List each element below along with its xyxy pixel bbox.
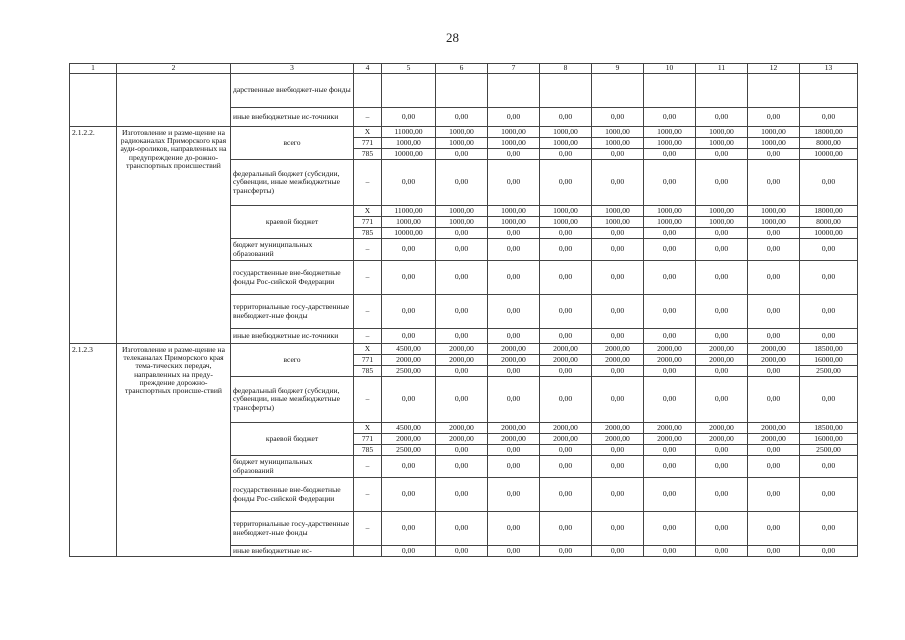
grbs-cell: –: [354, 261, 382, 295]
value-cell: 2000,00: [488, 434, 540, 445]
value-cell: 1000,00: [592, 138, 644, 149]
value-cell: 11000,00: [382, 127, 436, 138]
grbs-cell: X: [354, 127, 382, 138]
value-cell: 0,00: [748, 149, 800, 160]
value-cell: 0,00: [696, 295, 748, 329]
value-cell: 0,00: [488, 366, 540, 377]
value-cell: 11000,00: [382, 206, 436, 217]
value-cell: 0,00: [644, 366, 696, 377]
column-number: 2: [117, 64, 231, 74]
value-cell: 0,00: [488, 261, 540, 295]
value-cell: 0,00: [748, 478, 800, 512]
source-label: бюджет муниципальных образований: [231, 456, 354, 478]
value-cell: 0,00: [540, 456, 592, 478]
value-cell: 0,00: [644, 456, 696, 478]
value-cell: 0,00: [436, 512, 488, 546]
value-cell: 1000,00: [436, 138, 488, 149]
value-cell: 0,00: [592, 160, 644, 206]
value-cell: 0,00: [696, 108, 748, 127]
value-cell: [488, 74, 540, 108]
grbs-cell: –: [354, 478, 382, 512]
name-cell: [117, 74, 231, 127]
value-cell: 0,00: [436, 261, 488, 295]
value-cell: 0,00: [592, 329, 644, 344]
source-label: государственные вне-бюджетные фонды Рос-сийской Федерации: [231, 478, 354, 512]
grbs-cell: 785: [354, 445, 382, 456]
value-cell: 2000,00: [696, 423, 748, 434]
value-cell: 1000,00: [540, 206, 592, 217]
value-cell: 0,00: [436, 546, 488, 557]
column-number: 6: [436, 64, 488, 74]
value-cell: 0,00: [488, 377, 540, 423]
value-cell: 1000,00: [540, 217, 592, 228]
source-label: территориальные госу-дарственные внебюджет-ные фонды: [231, 512, 354, 546]
value-cell: 2500,00: [800, 445, 858, 456]
value-cell: 0,00: [696, 261, 748, 295]
value-cell: 2000,00: [382, 355, 436, 366]
value-cell: 0,00: [382, 160, 436, 206]
grbs-cell: –: [354, 329, 382, 344]
value-cell: 0,00: [644, 478, 696, 512]
page-number: 28: [446, 30, 459, 45]
value-cell: 1000,00: [592, 206, 644, 217]
value-cell: 1000,00: [748, 217, 800, 228]
value-cell: 0,00: [748, 366, 800, 377]
grbs-cell: –: [354, 108, 382, 127]
value-cell: 0,00: [800, 160, 858, 206]
value-cell: 0,00: [800, 239, 858, 261]
value-cell: 2000,00: [748, 423, 800, 434]
column-number: 11: [696, 64, 748, 74]
grbs-cell: –: [354, 377, 382, 423]
value-cell: 2000,00: [748, 434, 800, 445]
value-cell: 0,00: [748, 261, 800, 295]
value-cell: 10000,00: [800, 149, 858, 160]
value-cell: 0,00: [540, 261, 592, 295]
value-cell: 0,00: [748, 546, 800, 557]
code-cell: [70, 74, 117, 127]
value-cell: 2000,00: [644, 434, 696, 445]
item-name: Изготовление и разме-щение на телеканалах Приморского края тема-тических передач, направленных на преду-преждение дорожно-транспортных происше-ствий: [117, 344, 231, 557]
value-cell: 1000,00: [696, 138, 748, 149]
value-cell: 0,00: [800, 377, 858, 423]
value-cell: 8000,00: [800, 138, 858, 149]
value-cell: 0,00: [540, 149, 592, 160]
value-cell: 1000,00: [540, 127, 592, 138]
value-cell: 0,00: [696, 478, 748, 512]
column-number: 1: [70, 64, 117, 74]
source-label: государственные вне-бюджетные фонды Рос-сийской Федерации: [231, 261, 354, 295]
source-label: федеральный бюджет (субсидии, субвенции, иные межбюджетные трансферты): [231, 160, 354, 206]
value-cell: 0,00: [488, 160, 540, 206]
value-cell: 0,00: [696, 512, 748, 546]
grbs-cell: X: [354, 423, 382, 434]
value-cell: 0,00: [436, 228, 488, 239]
value-cell: 1000,00: [436, 217, 488, 228]
column-number: 10: [644, 64, 696, 74]
value-cell: 0,00: [436, 295, 488, 329]
grbs-cell: –: [354, 295, 382, 329]
grbs-cell: 771: [354, 355, 382, 366]
value-cell: 2000,00: [436, 423, 488, 434]
source-label: бюджет муниципальных образований: [231, 239, 354, 261]
value-cell: 0,00: [644, 149, 696, 160]
value-cell: 0,00: [644, 377, 696, 423]
value-cell: 0,00: [540, 228, 592, 239]
value-cell: 2500,00: [800, 366, 858, 377]
value-cell: 0,00: [382, 295, 436, 329]
value-cell: 1000,00: [696, 206, 748, 217]
item-code: 2.1.2.2.: [70, 127, 117, 344]
value-cell: 0,00: [540, 295, 592, 329]
value-cell: 18000,00: [800, 206, 858, 217]
value-cell: 0,00: [748, 228, 800, 239]
value-cell: 0,00: [800, 261, 858, 295]
value-cell: 0,00: [436, 329, 488, 344]
value-cell: 2000,00: [644, 344, 696, 355]
value-cell: 0,00: [436, 445, 488, 456]
value-cell: 0,00: [592, 377, 644, 423]
value-cell: 0,00: [696, 546, 748, 557]
value-cell: 0,00: [748, 512, 800, 546]
value-cell: [800, 74, 858, 108]
value-cell: 0,00: [592, 366, 644, 377]
value-cell: 0,00: [488, 329, 540, 344]
value-cell: 0,00: [696, 239, 748, 261]
value-cell: 2000,00: [540, 355, 592, 366]
value-cell: 0,00: [592, 295, 644, 329]
value-cell: 0,00: [488, 445, 540, 456]
value-cell: 10000,00: [382, 228, 436, 239]
value-cell: 0,00: [382, 377, 436, 423]
value-cell: 0,00: [592, 445, 644, 456]
grbs-cell: 785: [354, 149, 382, 160]
value-cell: 0,00: [748, 295, 800, 329]
value-cell: [592, 74, 644, 108]
value-cell: 2000,00: [540, 434, 592, 445]
column-number: 12: [748, 64, 800, 74]
value-cell: 0,00: [644, 228, 696, 239]
value-cell: 0,00: [800, 108, 858, 127]
source-label: краевой бюджет: [231, 423, 354, 456]
value-cell: 1000,00: [488, 138, 540, 149]
value-cell: 1000,00: [540, 138, 592, 149]
value-cell: 2000,00: [488, 423, 540, 434]
value-cell: 1000,00: [696, 127, 748, 138]
value-cell: 0,00: [592, 546, 644, 557]
value-cell: 1000,00: [382, 138, 436, 149]
value-cell: 0,00: [540, 445, 592, 456]
value-cell: 2000,00: [696, 355, 748, 366]
value-cell: 0,00: [592, 228, 644, 239]
grbs-cell: –: [354, 239, 382, 261]
value-cell: 1000,00: [748, 138, 800, 149]
value-cell: 2000,00: [436, 344, 488, 355]
value-cell: [382, 74, 436, 108]
value-cell: 0,00: [540, 377, 592, 423]
value-cell: 0,00: [644, 295, 696, 329]
source-label: всего: [231, 344, 354, 377]
grbs-cell: –: [354, 512, 382, 546]
value-cell: 1000,00: [488, 217, 540, 228]
value-cell: 2500,00: [382, 366, 436, 377]
value-cell: 1000,00: [644, 217, 696, 228]
value-cell: 0,00: [748, 456, 800, 478]
grbs-cell: X: [354, 344, 382, 355]
value-cell: 10000,00: [800, 228, 858, 239]
value-cell: 0,00: [488, 295, 540, 329]
value-cell: 0,00: [436, 149, 488, 160]
value-cell: 1000,00: [644, 206, 696, 217]
value-cell: 0,00: [382, 546, 436, 557]
source-label: иные внебюджетные ис-: [231, 546, 354, 557]
value-cell: 2000,00: [644, 423, 696, 434]
value-cell: 0,00: [436, 478, 488, 512]
value-cell: 0,00: [382, 261, 436, 295]
value-cell: 2500,00: [382, 445, 436, 456]
value-cell: 4500,00: [382, 344, 436, 355]
value-cell: 0,00: [436, 160, 488, 206]
source-label: краевой бюджет: [231, 206, 354, 239]
value-cell: 1000,00: [696, 217, 748, 228]
value-cell: 0,00: [488, 239, 540, 261]
value-cell: 0,00: [382, 239, 436, 261]
value-cell: 0,00: [592, 149, 644, 160]
value-cell: 0,00: [488, 478, 540, 512]
value-cell: 2000,00: [748, 344, 800, 355]
value-cell: 0,00: [644, 261, 696, 295]
value-cell: 0,00: [540, 239, 592, 261]
value-cell: 0,00: [644, 108, 696, 127]
source-label: иные внебюджетные ис-точники: [231, 329, 354, 344]
value-cell: 1000,00: [488, 206, 540, 217]
column-number: 4: [354, 64, 382, 74]
header-row: [70, 64, 858, 74]
value-cell: 0,00: [800, 456, 858, 478]
value-cell: 2000,00: [748, 355, 800, 366]
value-cell: 0,00: [644, 546, 696, 557]
value-cell: 2000,00: [540, 423, 592, 434]
grbs-cell: 785: [354, 366, 382, 377]
value-cell: 2000,00: [644, 355, 696, 366]
value-cell: 0,00: [382, 456, 436, 478]
value-cell: [748, 74, 800, 108]
value-cell: 2000,00: [382, 434, 436, 445]
value-cell: 1000,00: [436, 127, 488, 138]
grbs-cell: –: [354, 456, 382, 478]
value-cell: 0,00: [696, 456, 748, 478]
value-cell: 2000,00: [488, 344, 540, 355]
column-number: 3: [231, 64, 354, 74]
value-cell: 1000,00: [748, 206, 800, 217]
value-cell: 0,00: [540, 546, 592, 557]
value-cell: 0,00: [488, 228, 540, 239]
value-cell: 0,00: [436, 239, 488, 261]
value-cell: 0,00: [800, 478, 858, 512]
value-cell: 16000,00: [800, 355, 858, 366]
value-cell: 0,00: [800, 512, 858, 546]
value-cell: 8000,00: [800, 217, 858, 228]
value-cell: 0,00: [488, 149, 540, 160]
grbs-cell: 771: [354, 138, 382, 149]
value-cell: 1000,00: [592, 127, 644, 138]
value-cell: 0,00: [696, 445, 748, 456]
source-label: дарственные внебюджет-ные фонды: [231, 74, 354, 108]
grbs-cell: X: [354, 206, 382, 217]
grbs-cell: [354, 74, 382, 108]
value-cell: 18500,00: [800, 344, 858, 355]
value-cell: 1000,00: [644, 138, 696, 149]
value-cell: 4500,00: [382, 423, 436, 434]
value-cell: 2000,00: [696, 434, 748, 445]
value-cell: [436, 74, 488, 108]
value-cell: 0,00: [748, 108, 800, 127]
value-cell: 0,00: [540, 329, 592, 344]
value-cell: 1000,00: [382, 217, 436, 228]
column-number: 8: [540, 64, 592, 74]
value-cell: 0,00: [382, 478, 436, 512]
value-cell: 0,00: [696, 160, 748, 206]
source-label: иные внебюджетные ис-точники: [231, 108, 354, 127]
value-cell: 0,00: [436, 456, 488, 478]
column-number: 7: [488, 64, 540, 74]
table-row: [70, 74, 858, 108]
value-cell: 0,00: [644, 329, 696, 344]
value-cell: 18000,00: [800, 127, 858, 138]
value-cell: 0,00: [748, 239, 800, 261]
value-cell: 0,00: [696, 149, 748, 160]
item-code: 2.1.2.3: [70, 344, 117, 557]
value-cell: 0,00: [488, 456, 540, 478]
value-cell: 1000,00: [644, 127, 696, 138]
value-cell: 0,00: [696, 228, 748, 239]
value-cell: 0,00: [592, 108, 644, 127]
value-cell: 0,00: [748, 160, 800, 206]
value-cell: 2000,00: [540, 344, 592, 355]
value-cell: 0,00: [644, 512, 696, 546]
value-cell: 2000,00: [488, 355, 540, 366]
value-cell: 2000,00: [592, 434, 644, 445]
budget-table: [69, 63, 858, 557]
grbs-cell: [354, 546, 382, 557]
value-cell: 0,00: [488, 546, 540, 557]
value-cell: 0,00: [436, 366, 488, 377]
value-cell: 0,00: [696, 377, 748, 423]
table-row: [70, 344, 858, 355]
grbs-cell: 771: [354, 217, 382, 228]
value-cell: 0,00: [748, 445, 800, 456]
value-cell: 0,00: [540, 478, 592, 512]
grbs-cell: 785: [354, 228, 382, 239]
value-cell: 0,00: [436, 108, 488, 127]
item-name: Изготовление и разме-щение на радиоканалах Приморского края ауди-ороликов, направленных на предупреждение до-рожно-транспортных происшествий: [117, 127, 231, 344]
value-cell: 1000,00: [436, 206, 488, 217]
value-cell: 0,00: [748, 377, 800, 423]
value-cell: 0,00: [436, 377, 488, 423]
source-label: территориальные госу-дарственные внебюджет-ные фонды: [231, 295, 354, 329]
value-cell: 0,00: [644, 160, 696, 206]
value-cell: 0,00: [800, 295, 858, 329]
grbs-cell: 771: [354, 434, 382, 445]
column-number: 9: [592, 64, 644, 74]
value-cell: 0,00: [800, 329, 858, 344]
value-cell: 2000,00: [436, 355, 488, 366]
value-cell: 2000,00: [592, 344, 644, 355]
value-cell: [540, 74, 592, 108]
value-cell: 16000,00: [800, 434, 858, 445]
value-cell: 0,00: [488, 512, 540, 546]
value-cell: [696, 74, 748, 108]
value-cell: 0,00: [592, 478, 644, 512]
value-cell: 0,00: [540, 512, 592, 546]
column-number: 13: [800, 64, 858, 74]
value-cell: 18500,00: [800, 423, 858, 434]
value-cell: 0,00: [644, 445, 696, 456]
value-cell: 0,00: [696, 329, 748, 344]
value-cell: 0,00: [382, 108, 436, 127]
value-cell: 0,00: [592, 239, 644, 261]
value-cell: 0,00: [592, 512, 644, 546]
value-cell: 1000,00: [748, 127, 800, 138]
column-number: 5: [382, 64, 436, 74]
value-cell: 0,00: [488, 108, 540, 127]
value-cell: 0,00: [382, 329, 436, 344]
grbs-cell: –: [354, 160, 382, 206]
value-cell: 1000,00: [488, 127, 540, 138]
value-cell: 0,00: [748, 329, 800, 344]
value-cell: 2000,00: [592, 423, 644, 434]
value-cell: 2000,00: [592, 355, 644, 366]
value-cell: 0,00: [540, 366, 592, 377]
value-cell: 0,00: [382, 512, 436, 546]
value-cell: 0,00: [696, 366, 748, 377]
source-label: федеральный бюджет (субсидии, субвенции, иные межбюджетные трансферты): [231, 377, 354, 423]
value-cell: 0,00: [540, 108, 592, 127]
value-cell: 10000,00: [382, 149, 436, 160]
value-cell: 2000,00: [696, 344, 748, 355]
value-cell: 1000,00: [592, 217, 644, 228]
value-cell: 0,00: [800, 546, 858, 557]
value-cell: 0,00: [644, 239, 696, 261]
source-label: всего: [231, 127, 354, 160]
table-row: [70, 127, 858, 138]
value-cell: 2000,00: [436, 434, 488, 445]
value-cell: 0,00: [592, 261, 644, 295]
value-cell: [644, 74, 696, 108]
value-cell: 0,00: [540, 160, 592, 206]
value-cell: 0,00: [592, 456, 644, 478]
